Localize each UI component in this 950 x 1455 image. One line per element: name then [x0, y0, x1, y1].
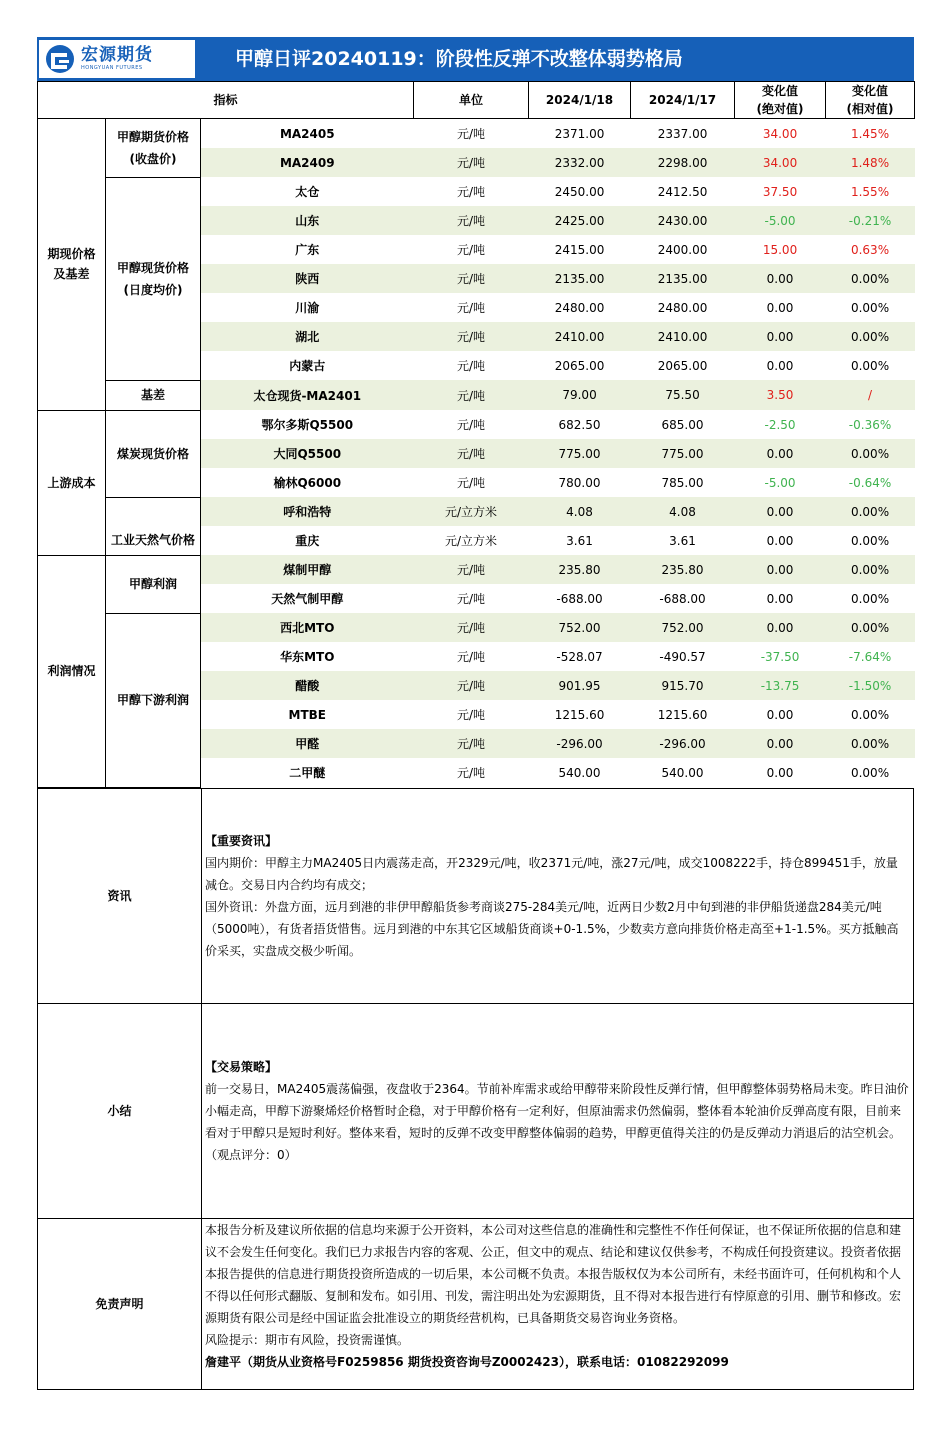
value-date1: 1215.60: [554, 707, 605, 722]
abs-change: 34.00: [762, 126, 798, 141]
value-date1: 2410.00: [529, 322, 631, 351]
value-date1: -688.00: [556, 591, 603, 606]
unit-cell: 元/吨: [414, 206, 529, 235]
value-date2: -296.00: [631, 729, 735, 758]
indicator-name: 太仓: [295, 185, 320, 199]
indicator-name: 山东: [201, 206, 414, 235]
news-label: 资讯: [38, 788, 202, 1003]
value-date2: 75.50: [631, 380, 735, 410]
summary-heading: 【交易策略】: [205, 1059, 278, 1074]
abs-change: 0.00: [735, 264, 826, 293]
table-row: [38, 497, 915, 526]
value-date1: 2480.00: [554, 300, 605, 315]
subcategory-gas-price: 工业天然气价格: [106, 497, 201, 555]
value-date1: 2065.00: [554, 358, 605, 373]
unit-cell: 元/吨: [457, 359, 486, 373]
unit-cell: 元/吨: [457, 243, 486, 257]
value-date2: 2065.00: [657, 358, 708, 373]
table-row: [38, 177, 915, 206]
header-unit: 单位: [414, 82, 529, 119]
indicator-name: 天然气制甲醇: [271, 592, 344, 606]
rel-change: /: [826, 380, 915, 410]
header-date1: 2024/1/18: [529, 82, 631, 119]
category-upstream-cost: 上游成本: [38, 410, 106, 555]
rel-change: 1.48%: [826, 148, 915, 177]
value-date2: 685.00: [661, 417, 704, 432]
rel-change: -0.21%: [826, 206, 915, 235]
value-date1: 775.00: [529, 439, 631, 468]
rel-change: 0.00%: [850, 533, 890, 548]
indicator-name: 醋酸: [201, 671, 414, 700]
abs-change: 0.00: [766, 591, 794, 606]
unit-cell: 元/吨: [414, 439, 529, 468]
value-date2: 785.00: [661, 475, 704, 490]
value-date1: 2415.00: [554, 242, 605, 257]
value-date2: 2430.00: [631, 206, 735, 235]
unit-cell: 元/吨: [414, 380, 529, 410]
unit-cell: 元/吨: [457, 127, 486, 141]
unit-cell: 元/吨: [414, 555, 529, 584]
value-date2: 775.00: [631, 439, 735, 468]
subcategory-coal-price: 煤炭现货价格: [106, 410, 201, 497]
indicator-name: MA2409: [201, 148, 414, 177]
disclaimer-row: [38, 1218, 914, 1389]
unit-cell: 元/立方米: [445, 534, 498, 548]
rel-change: -1.50%: [826, 671, 915, 700]
unit-cell: 元/吨: [414, 671, 529, 700]
value-date2: 2412.50: [657, 184, 708, 199]
value-date2: 2400.00: [657, 242, 708, 257]
indicator-name: 内蒙古: [289, 359, 326, 373]
value-date1: 2450.00: [554, 184, 605, 199]
indicator-name: 重庆: [295, 534, 320, 548]
abs-change: 0.00: [735, 613, 826, 642]
rel-change: 1.55%: [850, 184, 890, 199]
rel-change: -0.64%: [848, 475, 892, 490]
category-profit: 利润情况: [38, 555, 106, 787]
unit-cell: 元/吨: [457, 418, 486, 432]
rel-change: -7.64%: [848, 649, 892, 664]
rel-change: 0.00%: [850, 591, 890, 606]
indicator-name: 西北MTO: [201, 613, 414, 642]
abs-change: 0.00: [735, 555, 826, 584]
unit-cell: 元/吨: [414, 613, 529, 642]
rel-change: 0.00%: [850, 765, 890, 780]
analyst-contact: 詹建平（期货从业资格号F0259856 期货投资咨询号Z0002423），联系电话：01082292099: [205, 1354, 729, 1369]
unit-cell: 元/吨: [457, 185, 486, 199]
indicator-name: MA2405: [279, 126, 335, 141]
abs-change: -5.00: [735, 206, 826, 235]
header-rel-change: 变化值 (相对值): [826, 82, 915, 119]
rel-change: 0.00%: [850, 300, 890, 315]
abs-change: -5.00: [764, 475, 796, 490]
logo-chinese: 宏源期货: [81, 45, 153, 65]
rel-change: 0.00%: [826, 729, 915, 758]
rel-change: 0.00%: [826, 439, 915, 468]
disclaimer-body: [202, 1218, 914, 1389]
abs-change: 3.50: [735, 380, 826, 410]
value-date1: 901.95: [529, 671, 631, 700]
indicator-name: MTBE: [288, 707, 326, 722]
abs-change: 37.50: [762, 184, 798, 199]
abs-change: 15.00: [762, 242, 798, 257]
subcategory-basis: 基差: [106, 380, 201, 410]
risk-warning: 风险提示：期市有风险，投资需谨慎。: [205, 1332, 410, 1347]
value-date1: -528.07: [556, 649, 603, 664]
value-date2: 2410.00: [631, 322, 735, 351]
indicator-name: 甲醛: [201, 729, 414, 758]
value-date2: 4.08: [631, 497, 735, 526]
abs-change: 0.00: [735, 322, 826, 351]
table-row: [38, 555, 915, 584]
indicator-name: 鄂尔多斯Q5500: [261, 418, 354, 432]
disclaimer-label: 免责声明: [38, 1218, 202, 1389]
abs-change: 0.00: [735, 439, 826, 468]
unit-cell: 元/吨: [457, 650, 486, 664]
value-date2: 3.61: [669, 533, 696, 548]
value-date1: 3.61: [566, 533, 593, 548]
title-banner: [37, 37, 914, 81]
indicator-name: 川渝: [295, 301, 320, 315]
indicator-name: 大同Q5500: [201, 439, 414, 468]
value-date1: 2135.00: [529, 264, 631, 293]
news-paragraph-overseas: 国外资讯：外盘方面，远月到港的非伊甲醇船货参考商谈275-284美元/吨，近两日少数2月中旬到港的非伊船货递盘284美元/吨（5000吨），有货者捂货惜售。远月到港的中东其它区域船货商谈+0-1.5%，少数卖方意向排货价格走高至+1-1.5%。买方抵触高价采买，实盘成交极少听闻。: [205, 899, 899, 958]
indicator-table: [37, 81, 915, 788]
disclaimer-paragraph: 本报告分析及建议所依据的信息均来源于公开资料，本公司对这些信息的准确性和完整性不作任何保证，也不保证所依据的信息和建议不会发生任何变化。我们已力求报告内容的客观、公正，但文中的观点、结论和建议仅供参考，不构成任何投资建议。投资者依据本报告提供的信息进行期货投资所造成的一切后果，本公司概不负责。本报告版权仅为本公司所有，未经书面许可，任何机构和个人不得以任何形式翻版、复制和发布。如引用、刊发，需注明出处为宏源期货，且不得对本报告进行有悖原意的引用、删节和修改。宏源期货有限公司是经中国证监会批准设立的期货经营机构，已具备期货交易咨询业务资格。: [205, 1222, 902, 1325]
indicator-name: 榆林Q6000: [273, 476, 342, 490]
indicator-name: 华东MTO: [280, 650, 335, 664]
unit-cell: 元/吨: [414, 264, 529, 293]
rel-change: 0.00%: [826, 555, 915, 584]
rel-change: 0.00%: [850, 707, 890, 722]
abs-change: 0.00: [766, 765, 794, 780]
value-date1: 235.80: [529, 555, 631, 584]
subcategory-downstream-profit: 甲醇下游利润: [106, 613, 201, 787]
news-heading: 【重要资讯】: [205, 833, 278, 848]
value-date1: 2332.00: [529, 148, 631, 177]
table-row: [38, 613, 915, 642]
subcategory-methanol-profit: 甲醇利润: [106, 555, 201, 613]
summary-row: [38, 1003, 914, 1218]
indicator-name: 二甲醚: [289, 766, 326, 780]
table-row: [38, 119, 915, 149]
indicator-name: 陕西: [201, 264, 414, 293]
header-date2: 2024/1/17: [631, 82, 735, 119]
unit-cell: 元/吨: [457, 592, 486, 606]
value-date2: 2337.00: [657, 126, 708, 141]
report-sheet: [37, 37, 914, 1390]
rel-change: 0.00%: [826, 497, 915, 526]
value-date1: 79.00: [529, 380, 631, 410]
abs-change: 0.00: [766, 707, 794, 722]
value-date2: 235.80: [631, 555, 735, 584]
news-body: [202, 788, 914, 1003]
indicator-name: 煤制甲醇: [201, 555, 414, 584]
summary-body: [202, 1003, 914, 1218]
unit-cell: 元/吨: [457, 301, 486, 315]
abs-change: 0.00: [766, 300, 794, 315]
abs-change: -13.75: [735, 671, 826, 700]
indicator-name: 广东: [295, 243, 320, 257]
value-date2: 2135.00: [631, 264, 735, 293]
indicator-name: 湖北: [201, 322, 414, 351]
rel-change: -0.36%: [848, 417, 892, 432]
category-spot-basis: 期现价格 及基差: [38, 119, 106, 411]
unit-cell: 元/立方米: [414, 497, 529, 526]
rel-change: 0.63%: [850, 242, 890, 257]
summary-label: 小结: [38, 1003, 202, 1218]
value-date1: -296.00: [529, 729, 631, 758]
value-date1: 752.00: [529, 613, 631, 642]
abs-change: -2.50: [764, 417, 796, 432]
value-date1: 540.00: [558, 765, 601, 780]
unit-cell: 元/吨: [414, 729, 529, 758]
value-date2: 1215.60: [657, 707, 708, 722]
rel-change: 0.00%: [826, 322, 915, 351]
value-date2: -688.00: [659, 591, 706, 606]
logo-english: HONGYUAN FUTURES: [81, 65, 143, 71]
abs-change: 0.00: [766, 533, 794, 548]
unit-cell: 元/吨: [457, 766, 486, 780]
value-date2: 2298.00: [631, 148, 735, 177]
value-date1: 2371.00: [554, 126, 605, 141]
value-date1: 780.00: [558, 475, 601, 490]
news-paragraph-domestic: 国内期价：甲醇主力MA2405日内震荡走高，开2329元/吨，收2371元/吨，涨27元/吨，成交1008222手，持仓899451手，放量减仓。交易日内合约均有成交；: [205, 855, 898, 892]
company-logo: [39, 40, 195, 78]
header-indicator: 指标: [38, 82, 414, 119]
subcategory-futures-price: 甲醇期货价格 (收盘价): [106, 119, 201, 178]
table-header-row: [38, 82, 915, 119]
header-abs-change: 变化值 (绝对值): [735, 82, 826, 119]
table-row: [38, 410, 915, 439]
report-title: 甲醇日评20240119：阶段性反弹不改整体弱势格局: [235, 48, 683, 70]
hongyuan-logo-icon: [45, 44, 75, 74]
unit-cell: 元/吨: [457, 476, 486, 490]
news-row: [38, 788, 914, 1003]
subcategory-spot-price: 甲醇现货价格 (日度均价): [106, 177, 201, 380]
value-date2: 2480.00: [657, 300, 708, 315]
unit-cell: 元/吨: [414, 322, 529, 351]
summary-paragraph: 前一交易日，MA2405震荡偏强，夜盘收于2364。节前补库需求或给甲醇带来阶段性反弹行情，但甲醇整体弱势格局未变。昨日油价小幅走高，甲醇下游聚烯烃价格暂时企稳，对于甲醇价格有一定利好，但原油需求仍然偏弱，整体看本轮油价反弹高度有限，目前来看对于甲醇只是短时利好。整体来看，短时的反弹不改变甲醇整体偏弱的趋势，甲醇更值得关注的仍是反弹动力消退后的沽空机会。（观点评分：0）: [205, 1081, 909, 1162]
unit-cell: 元/吨: [457, 708, 486, 722]
rel-change: 0.00%: [850, 358, 890, 373]
abs-change: 34.00: [735, 148, 826, 177]
value-date1: 682.50: [558, 417, 601, 432]
rel-change: 0.00%: [826, 613, 915, 642]
rel-change: 1.45%: [850, 126, 890, 141]
table-row: [38, 380, 915, 410]
abs-change: 0.00: [735, 729, 826, 758]
value-date2: -490.57: [659, 649, 706, 664]
value-date2: 915.70: [631, 671, 735, 700]
abs-change: 0.00: [766, 358, 794, 373]
value-date1: 4.08: [529, 497, 631, 526]
abs-change: 0.00: [735, 497, 826, 526]
rel-change: 0.00%: [826, 264, 915, 293]
unit-cell: 元/吨: [414, 148, 529, 177]
indicator-name: 呼和浩特: [201, 497, 414, 526]
abs-change: -37.50: [760, 649, 800, 664]
indicator-name: 太仓现货-MA2401: [201, 380, 414, 410]
value-date2: 752.00: [631, 613, 735, 642]
value-date2: 540.00: [661, 765, 704, 780]
value-date1: 2425.00: [529, 206, 631, 235]
notes-table: [37, 788, 914, 1390]
